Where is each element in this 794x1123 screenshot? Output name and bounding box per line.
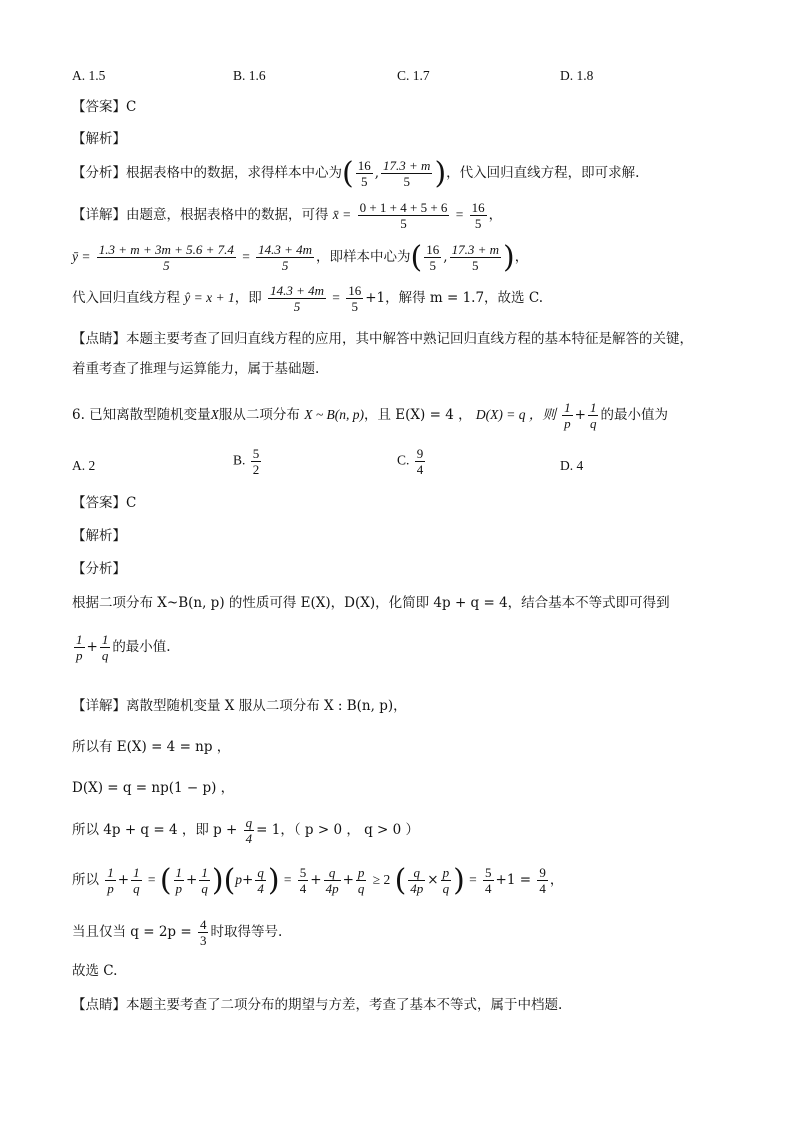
xbar-symbol: x̄ = bbox=[332, 207, 352, 222]
q6-fenxi-label: 【分析】 bbox=[72, 561, 126, 577]
option-c: C. 1.7 bbox=[397, 68, 430, 83]
regression-equation: ŷ = x + 1 bbox=[184, 290, 235, 305]
ybar-fraction: $\frac{1.3 + m + 3m + 5.6 + 7.4}{5}$ bbox=[98, 242, 234, 273]
detail-line-1: 【详解】由题意，根据表格中的数据，可得 x̄ = $\frac{0 + 1 + 4 + 5 + 6}{5}$ = $\frac{16}{5}$ ， bbox=[72, 200, 503, 231]
option-b: B. 1.6 bbox=[233, 68, 266, 83]
detail-line-2: ȳ = $\frac{1.3 + m + 3m + 5.6 + 7.4}{5}$ = $\frac{14.3 + 4m}{5}$ ，即样本中心为( $\frac{16}{5}$ , $\frac{17.3 + m}{5}$ )， bbox=[72, 239, 529, 275]
q6-detail-6: 当且仅当 q = 2p = $\frac{4}{3}$ 时取得等号. bbox=[72, 917, 283, 948]
dianjing-line-1: 【点睛】本题主要考查了回归直线方程的应用，其中解答中熟记回归直线方程的基本特征是解答的关键， bbox=[72, 331, 693, 347]
q6-jiexi: 【解析】 bbox=[72, 528, 126, 544]
option-a: A. 1.5 bbox=[72, 68, 106, 83]
q6-option-b: B. $\frac{5}{2}$ bbox=[233, 446, 260, 477]
q6-option-d: D. 4 bbox=[560, 458, 584, 473]
substitute-line: 代入回归直线方程 ŷ = x + 1，即 $\frac{14.3 + 4m}{5}$ = $\frac{16}{5}$ +1，解得 m = 1.7，故选 C. bbox=[72, 283, 543, 314]
substitute-text: 代入回归直线方程 bbox=[72, 290, 180, 306]
center-x-fraction: $\frac{16}{5}$ bbox=[357, 158, 371, 189]
q6-fenxi-tail-line: $\frac{1}{p}$ + $\frac{1}{q}$ 的最小值. bbox=[76, 632, 171, 663]
question-6-stem: 6. 已知离散型随机变量X服从二项分布 X ~ B(n, p)，且 E(X) = 4 ， D(X) = q ，则 $\frac{1}{p}$ + $\frac{1}{q}$ 的最小值为 bbox=[72, 400, 668, 431]
q6-conclusion: 故选 C. bbox=[72, 963, 118, 979]
q6-detail-2: 所以有 E(X) = 4 = np ， bbox=[72, 739, 231, 755]
option-d: D. 1.8 bbox=[560, 68, 594, 83]
q6-fenxi-body: 根据二项分布 X~B(n, p) 的性质可得 E(X)，D(X)，化简即 4p + q = 4，结合基本不等式即可得到 bbox=[72, 595, 670, 611]
ybar-result: $\frac{14.3 + 4m}{5}$ bbox=[258, 242, 313, 273]
binomial-notation: X ~ B(n, p) bbox=[304, 407, 365, 422]
q6-option-a: A. 2 bbox=[72, 458, 96, 473]
detail-text: 【详解】由题意，根据表格中的数据，可得 bbox=[72, 207, 329, 223]
answer-label: 【答案】C bbox=[72, 99, 137, 115]
ybar-mid-text: ，即样本中心为 bbox=[316, 249, 411, 265]
xbar-fraction: $\frac{0 + 1 + 4 + 5 + 6}{5}$ bbox=[359, 200, 448, 231]
q6-detail-5: 所以 $\frac{1}{p}$ + $\frac{1}{q}$ = ( $\frac{1}{p}$ + $\frac{1}{q}$ )(p+ $\frac{q}{4}$ ) = $\frac{5}{4}$ + $\frac{q}{4p}$ + $\frac{p}{q}$ ≥ 2 ( $\frac{q}{4p}$ × $\frac{p}{q}$ ) = $\frac{5}{4}$ +1 = $\frac{9}{4}$ ， bbox=[72, 862, 564, 898]
q6-option-c: C. $\frac{9}{4}$ bbox=[397, 446, 424, 477]
xbar-result: $\frac{16}{5}$ bbox=[471, 200, 485, 231]
dianjing-line-2: 着重考查了推理与运算能力，属于基础题. bbox=[72, 361, 320, 377]
analysis-line: 【分析】根据表格中的数据，求得样本中心为( $\frac{16}{5}$ , $\frac{17.3 + m}{5}$ )，代入回归直线方程，即可求解. bbox=[72, 155, 640, 191]
jiexi-label: 【解析】 bbox=[72, 131, 126, 147]
q6-detail-3: D(X) = q = np(1 − p) ， bbox=[72, 780, 235, 796]
analysis-text: 【分析】根据表格中的数据，求得样本中心为 bbox=[72, 165, 342, 181]
q6-detail-4: 所以 4p + q = 4 ，即 p + $\frac{q}{4}$ = 1，（ p > 0 ， q > 0 ） bbox=[72, 815, 420, 846]
q6-answer: 【答案】C bbox=[72, 495, 137, 511]
center-y-fraction: $\frac{17.3 + m}{5}$ bbox=[383, 158, 431, 189]
substitute-rhs: $\frac{16}{5}$ bbox=[348, 283, 362, 314]
q6-dianjing: 【点睛】本题主要考查了二项分布的期望与方差，考查了基本不等式，属于中档题. bbox=[72, 997, 563, 1013]
analysis-tail: ，代入回归直线方程，即可求解. bbox=[446, 165, 640, 181]
q6-detail-1: 【详解】离散型随机变量 X 服从二项分布 X : B(n, p)， bbox=[72, 698, 407, 714]
substitute-tail: +1，解得 m = 1.7，故选 C. bbox=[365, 290, 543, 306]
substitute-fraction: $\frac{14.3 + 4m}{5}$ bbox=[270, 283, 324, 314]
ybar-symbol: ȳ = bbox=[72, 249, 91, 264]
